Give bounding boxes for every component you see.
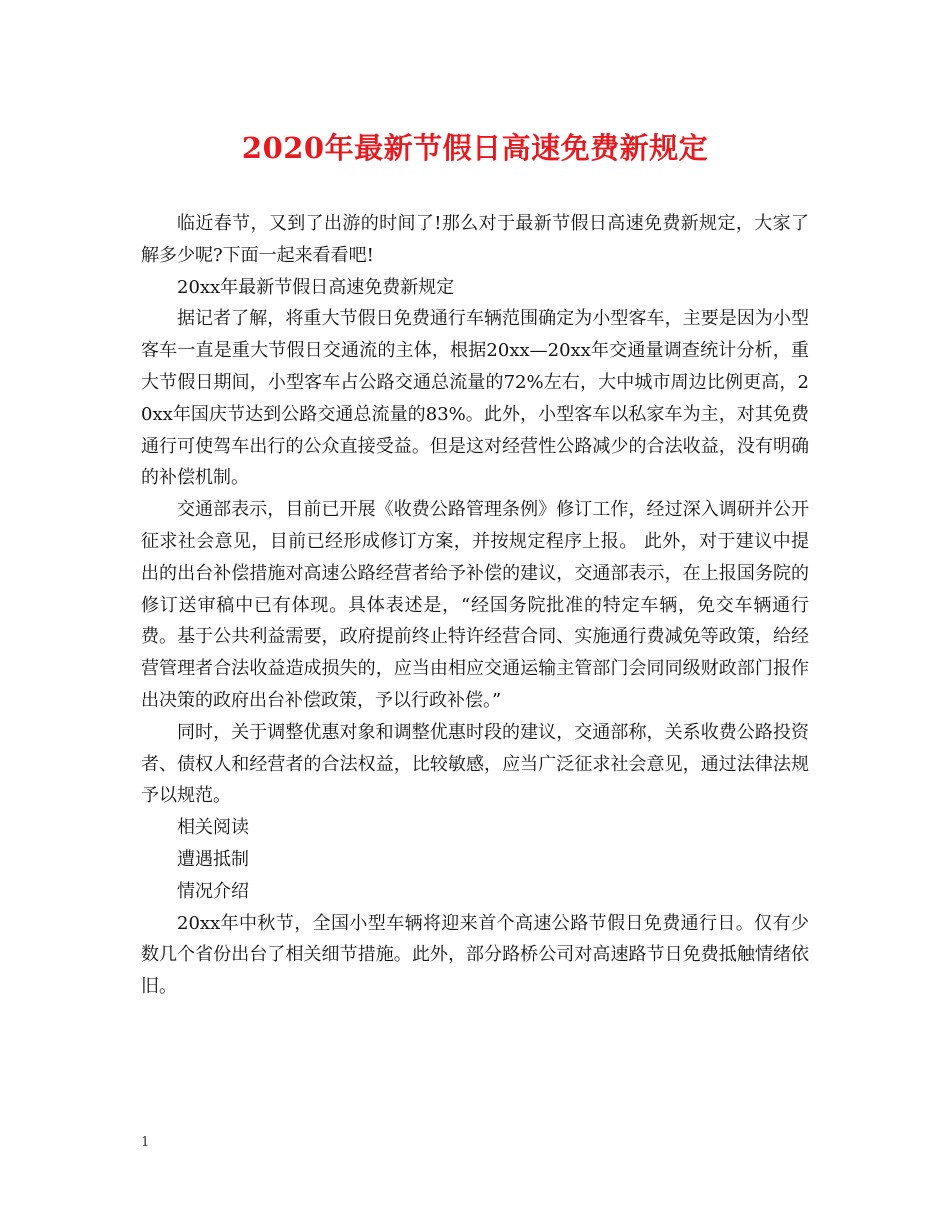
page-number: 1 [141,1135,150,1150]
paragraph-ministry: 交通部表示，目前已开展《收费公路管理条例》修订工作，经过深入调研并公开征求社会意见，目前已经形成修订方案，并按规定程序上报。 此外，对于建议中提出的出台补偿措施对高速公路经营者给予补偿的建议，交通部表示，在上报国务院的修订送审稿中已有体现。具体表述是，“经国务院批准的特定车辆，免交车辆通行费。基于公共利益需要，政府提前终止特许经营合同、实施通行费减免等政策，给经营管理者合法收益造成损失的，应当由相应交通运输主管部门会同同级财政部门报作出决策的政府出台补偿政策，予以行政补偿。” [141,499,809,711]
paragraph-reporter: 据记者了解，将重大节假日免费通行车辆范围确定为小型客车，主要是因为小型客车一直是重大节假日交通流的主体，根据20xx—20xx年交通量调查统计分析，重大节假日期间，小型客车占公路交通总流量的72%左右，大中城市周边比例更高，20xx年国庆节达到公路交通总流量的83%。此外，小型客车以私家车为主，对其免费通行可使驾车出行的公众直接受益。但是这对经营性公路减少的合法收益，没有明确的补偿机制。 [141,308,809,489]
paragraph-subtitle: 20xx年最新节假日高速免费新规定 [177,276,455,298]
document-body [141,208,809,1003]
paragraph-intro: 临近春节，又到了出游的时间了!那么对于最新节假日高速免费新规定，大家了解多少呢?下面一起来看看吧! [141,213,809,266]
paragraph-mid-autumn: 20xx年中秋节，全国小型车辆将迎来首个高速公路节假日免费通行日。仅有少数几个省份出台了相关细节措施。此外，部分路桥公司对高速路节日免费抵触情绪依旧。 [141,912,809,998]
document-title: 2020年最新节假日高速免费新规定 [241,131,709,165]
paragraph-related-reading: 相关阅读 [177,817,249,839]
paragraph-adjustment: 同时，关于调整优惠对象和调整优惠时段的建议，交通部称，关系收费公路投资者、债权人和经营者的合法权益，比较敏感，应当广泛征求社会意见，通过法律法规予以规范。 [141,721,809,807]
paragraph-resistance: 遭遇抵制 [177,848,249,870]
paragraph-situation: 情况介绍 [177,880,249,902]
